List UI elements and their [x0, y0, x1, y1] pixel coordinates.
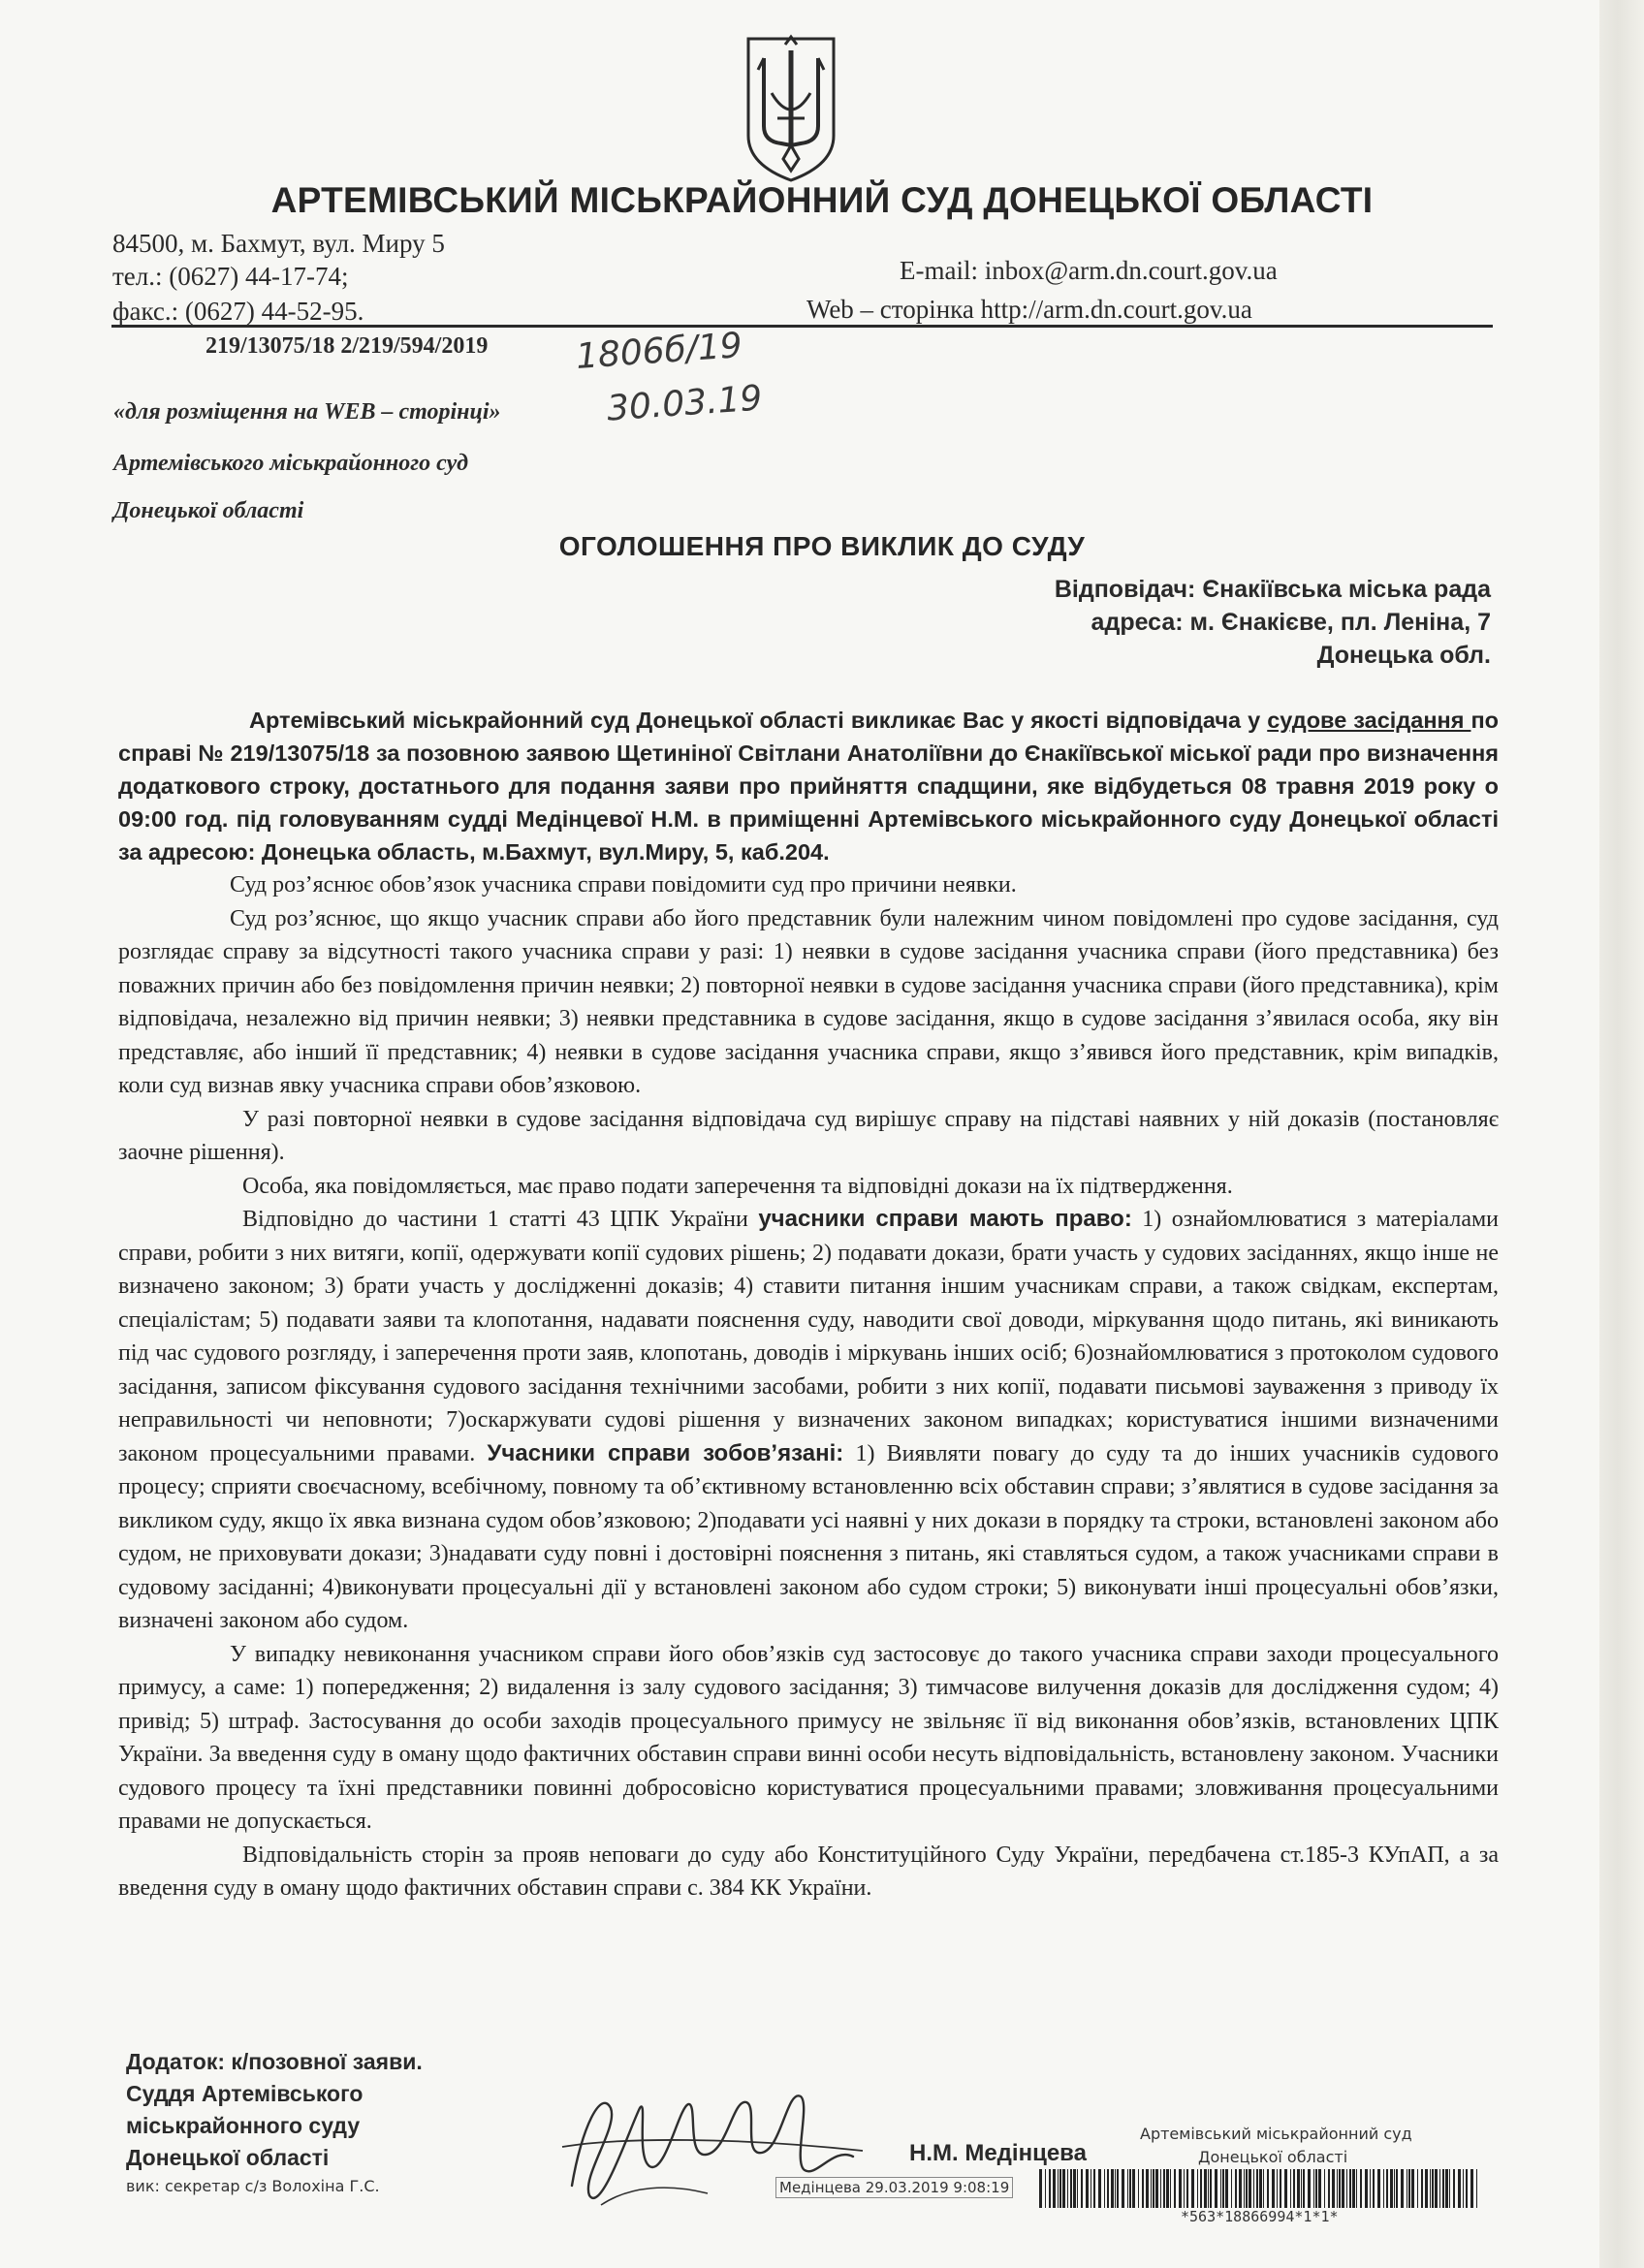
barcode-number: *563*18866994*1*1*	[1181, 2208, 1339, 2225]
court-hearing-underlined: судове засідання	[1267, 708, 1471, 733]
liability-paragraph: Відповідальність сторін за прояв неповаги до суду або Конституційного Суду України, передбачена ст.185-3 КУпАП, а за введення суду в оману щодо фактичних обставин справи с. 384 КК України.	[118, 1842, 1499, 1901]
secretary-note: вик: секретар с/з Волохіна Г.С.	[126, 2177, 380, 2195]
handwritten-date: 30.03.19	[605, 378, 764, 429]
e-stamp-region: Донецької області	[1198, 2148, 1348, 2166]
case-numbers: 219/13075/18 2/219/594/2019	[206, 333, 489, 359]
notice-title: ОГОЛОШЕННЯ ПРО ВИКЛИК ДО СУДУ	[558, 531, 1086, 561]
absence-paragraph: Суд роз’яснює, що якщо учасник справи або його представник були належним чином повідомлені про судове засідання, суд розглядає справу за відсутності такого учасника справи у разі: 1) неявки в судове засідання учасника справи (його представника) без поважних причин або без повідомлення причин неявки; 2) повторної неявки в судове засідання учасника справи (його представника), крім відповідача, незалежно від причин неявки; 3) неявки представника в судове засідання, якщо в судове засідання з’явилася особа, яку він представляє, або інший її представник; 4) неявки в судове засідання учасника справи, якщо з’явився його представник, крім випадків, коли суд визнав явку учасника справи обов’язковою.	[118, 905, 1499, 1098]
e-stamp-court: Артемівський міськрайонний суд	[1140, 2125, 1412, 2143]
notice-body	[118, 704, 1499, 1906]
judge-name: Н.М. Медінцева	[909, 2140, 1087, 2166]
judge-title-line2: міськрайонного суду	[126, 2113, 361, 2138]
summons-paragraph: Артемівський міськрайонний суд Донецької області викликає Вас у якості відповідача у судове засідання по справі № 219/13075/18 за позовною заявою Щетиніної Світлани Анатоліївни до Єнакіївської міської ради про визначення додаткового строку, достатнього для подання заяви про прийняття спадщини, яке відбудеться 08 травня 2019 року о 09:00 год. під головуванням судді Медінцевої Н.М. в приміщенні Артемівського міськрайонного суду Донецької області за адресою: Донецька область, м.Бахмут, вул.Миру, 5, каб.204.	[118, 708, 1500, 865]
placement-court: Артемівського міськрайонного суд	[113, 451, 469, 476]
scan-edge	[1599, 0, 1644, 2268]
court-title: АРТЕМІВСЬКИЙ МІСЬКРАЙОННИЙ СУД ДОНЕЦЬКОЇ ОБЛАСТІ	[270, 180, 1374, 220]
court-address: 84500, м. Бахмут, вул. Миру 5	[112, 229, 445, 258]
court-phone: тел.: (0627) 44-17-74;	[112, 262, 349, 291]
barcode-icon	[1037, 2169, 1483, 2208]
placement-region: Донецької області	[113, 498, 304, 523]
respondent-region: Донецька обл.	[1316, 642, 1491, 669]
court-website: Web – сторінка http://arm.dn.court.gov.ua	[806, 295, 1252, 324]
court-email: E-mail: inbox@arm.dn.court.gov.ua	[900, 256, 1278, 285]
e-signature-stamp: Медінцева 29.03.2019 9:08:19	[775, 2177, 1013, 2198]
respondent-name: Відповідач: Єнакіївська міська рада	[1054, 576, 1491, 603]
header-divider	[111, 325, 1493, 328]
placement-note: «для розміщення на WEB – сторінці»	[113, 399, 501, 425]
rights-paragraph: Відповідно до частини 1 статті 43 ЦПК України учасники справи мають право: 1) ознайомлюватися з матеріалами справи, робити з них витяги, копії, одержувати копії судових рішень; 2) подавати докази, брати участь у судових засіданнях, якщо інше не визначено законом; 3) брати участь у дослідженні доказів; 4) ставити питання іншим учасникам справи, а також свідкам, експертам, спеціалістам; 5) подавати заяви та клопотання, надавати пояснення суду, наводити свої доводи, міркування щодо питань, які виникають під час судового розгляду, і заперечення проти заяв, клопотань, доводів і міркувань інших осіб; 6)ознайомлюватися з протоколом судового засідання, записом фіксування судового засідання технічними засобами, робити з них копії, подавати письмові зауваження з приводу їх неправильності чи неповноти; 7)оскаржувати судові рішення у визначених законом випадках; користуватися іншими визначеними законом процесуальними правами. Учасники справи зобов’язані: 1) Виявляти повагу до суду та до інших учасників судового процесу; сприяти своєчасному, всебічному, повному та об’єктивному встановленню всіх обставин справи; з’являтися в судове засідання за викликом суду, якщо їх явка визнана судом обов’язковою; 2)подавати усі наявні у них докази в порядку та строки, встановлені законом або судом, не приховувати докази; 3)надавати суду повні і достовірні пояснення з питань, які ставляться судом, а також учасниками справи в судовому засіданні; 4)виконувати процесуальні дії у встановлені законом або судом строки; 5) виконувати інші процесуальні обов’язки, визначені законом або судом.	[118, 1206, 1500, 1633]
coercion-paragraph: У випадку невиконання учасником справи його обов’язків суд застосовує до такого учасника справи заходи процесуального примусу, а саме: 1) попередження; 2) видалення із залу судового засідання; 3) тимчасове вилучення доказів для дослідження судом; 4) привід; 5) штраф. Застосування до особи заходів процесуального примусу не звільняє її від виконання обов’язків, встановлених ЦПК України. За введення суду в оману щодо фактичних обставин справи винні особи несуть відповідальність, встановлену законом. Учасники судового процесу та їхні представники повинні добросовісно користуватися процесуальними правами; зловживання процесуальними правами не допускається.	[118, 1641, 1499, 1834]
duty-paragraph: Суд роз’яснює обов’язок учасника справи повідомити суд про причини неявки.	[230, 872, 1017, 898]
respondent-address: адреса: м. Єнакієве, пл. Леніна, 7	[1091, 609, 1491, 636]
attachment-note: Додаток: к/позовної заяви.	[126, 2049, 423, 2074]
trident-emblem-icon	[743, 29, 839, 184]
judge-title-line1: Суддя Артемівського	[126, 2081, 364, 2106]
objection-paragraph: Особа, яка повідомляється, має право подати заперечення та відповідні докази на їх підтвердження.	[242, 1173, 1233, 1199]
default-judgment-paragraph: У разі повторної неявки в судове засідання відповідача суд вирішує справу на підставі наявних у ній доказів (постановляє заочне рішення).	[118, 1106, 1499, 1165]
judge-title-line3: Донецької області	[126, 2145, 330, 2170]
court-fax: факс.: (0627) 44-52-95.	[112, 297, 364, 326]
handwritten-reg-number: 1806б/19	[574, 326, 743, 377]
